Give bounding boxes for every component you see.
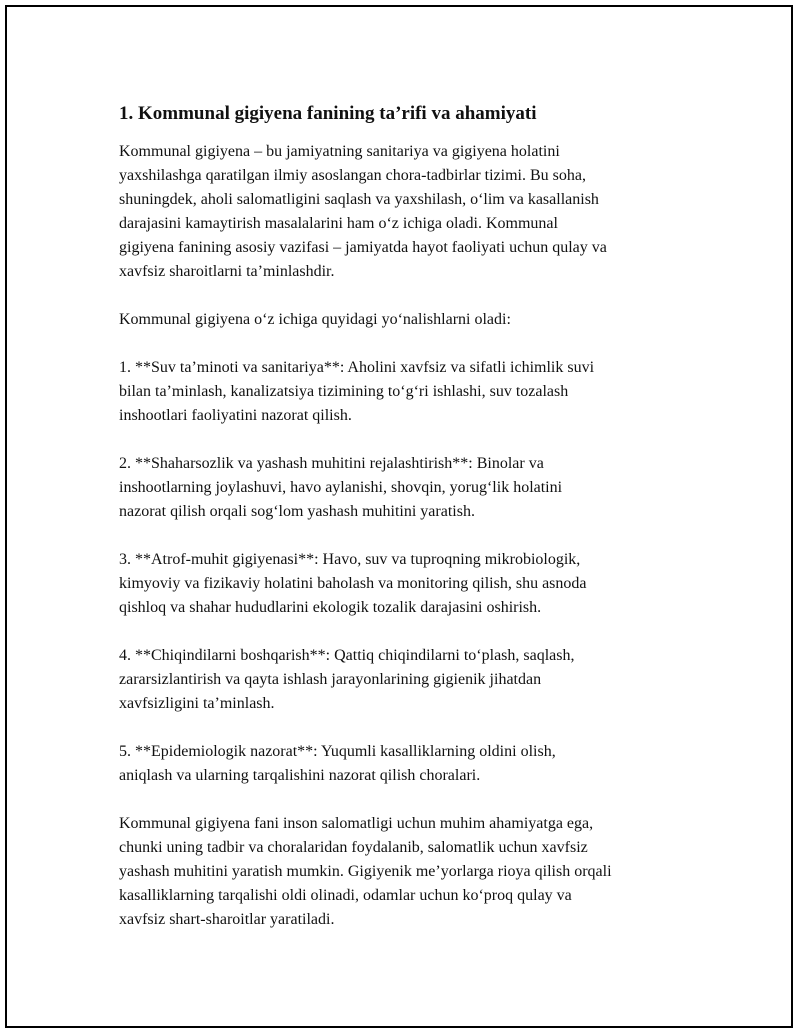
text-line: 5. **Epidemiologik nazorat**: Yuqumli kasalliklarning oldini olish, bbox=[119, 743, 556, 760]
text-line: 3. **Atrof-muhit gigiyenasi**: Havo, suv va tuproqning mikrobiologik, bbox=[119, 551, 581, 568]
text-line: 2. **Shaharsozlik va yashash muhitini rejalashtirish**: Binolar va bbox=[119, 455, 544, 472]
text-line: xavfsiz shart-sharoitlar yaratiladi. bbox=[119, 911, 335, 928]
text-line: qishloq va shahar hududlarini ekologik tozalik darajasini oshirish. bbox=[119, 599, 542, 616]
text-line: Kommunal gigiyena o‘z ichiga quyidagi yo‘nalishlarni oladi: bbox=[119, 311, 511, 328]
text-line: 4. **Chiqindilarni boshqarish**: Qattiq chiqindilarni to‘plash, saqlash, bbox=[119, 647, 575, 664]
list-item-2 bbox=[119, 452, 699, 524]
text-line: aniqlash va ularning tarqalishini nazorat qilish choralari. bbox=[119, 767, 481, 784]
text-line: bilan ta’minlash, kanalizatsiya tizimining to‘g‘ri ishlashi, suv tozalash bbox=[119, 383, 569, 400]
text-line: 1. **Suv ta’minoti va sanitariya**: Aholini xavfsiz va sifatli ichimlik suvi bbox=[119, 359, 595, 376]
text-line: inshootlarning joylashuvi, havo aylanishi, shovqin, yorug‘lik holatini bbox=[119, 479, 563, 496]
text-line: inshootlari faoliyatini nazorat qilish. bbox=[119, 407, 352, 424]
text-line: xavfsiz sharoitlarni ta’minlashdir. bbox=[119, 263, 335, 280]
list-item-4 bbox=[119, 644, 699, 716]
list-item-1 bbox=[119, 356, 699, 428]
text-line: nazorat qilish orqali sog‘lom yashash muhitini yaratish. bbox=[119, 503, 475, 520]
text-line: Kommunal gigiyena fani inson salomatligi uchun muhim ahamiyatga ega, bbox=[119, 815, 594, 832]
list-item-5 bbox=[119, 740, 699, 788]
text-line: gigiyena fanining asosiy vazifasi – jamiyatda hayot faoliyati uchun qulay va bbox=[119, 239, 607, 256]
paragraph-definition bbox=[119, 140, 699, 284]
document-content bbox=[119, 102, 699, 956]
paragraph-intro-list bbox=[119, 308, 699, 332]
document-title: 1. Kommunal gigiyena fanining ta’rifi va ahamiyati bbox=[119, 103, 537, 124]
text-line: zararsizlantirish va qayta ishlash jarayonlarining gigienik jihatdan bbox=[119, 671, 542, 688]
text-line: shuningdek, aholi salomatligini saqlash va yaxshilash, o‘lim va kasallanish bbox=[119, 191, 599, 208]
text-line: darajasini kamaytirish masalalarini ham o‘z ichiga oladi. Kommunal bbox=[119, 215, 558, 232]
paragraph-conclusion bbox=[119, 812, 699, 932]
text-line: Kommunal gigiyena – bu jamiyatning sanitariya va gigiyena holatini bbox=[119, 143, 560, 160]
text-line: chunki uning tadbir va choralaridan foydalanib, salomatlik uchun xavfsiz bbox=[119, 839, 588, 856]
document-page bbox=[5, 5, 793, 1028]
text-line: kimyoviy va fizikaviy holatini baholash va monitoring qilish, shu asnoda bbox=[119, 575, 587, 592]
list-item-3 bbox=[119, 548, 699, 620]
text-line: xavfsizligini ta’minlash. bbox=[119, 695, 275, 712]
text-line: yashash muhitini yaratish mumkin. Gigiyenik me’yorlarga rioya qilish orqali bbox=[119, 863, 612, 880]
text-line: kasalliklarning tarqalishi oldi olinadi, odamlar uchun ko‘proq qulay va bbox=[119, 887, 572, 904]
text-line: yaxshilashga qaratilgan ilmiy asoslangan chora-tadbirlar tizimi. Bu soha, bbox=[119, 167, 586, 184]
